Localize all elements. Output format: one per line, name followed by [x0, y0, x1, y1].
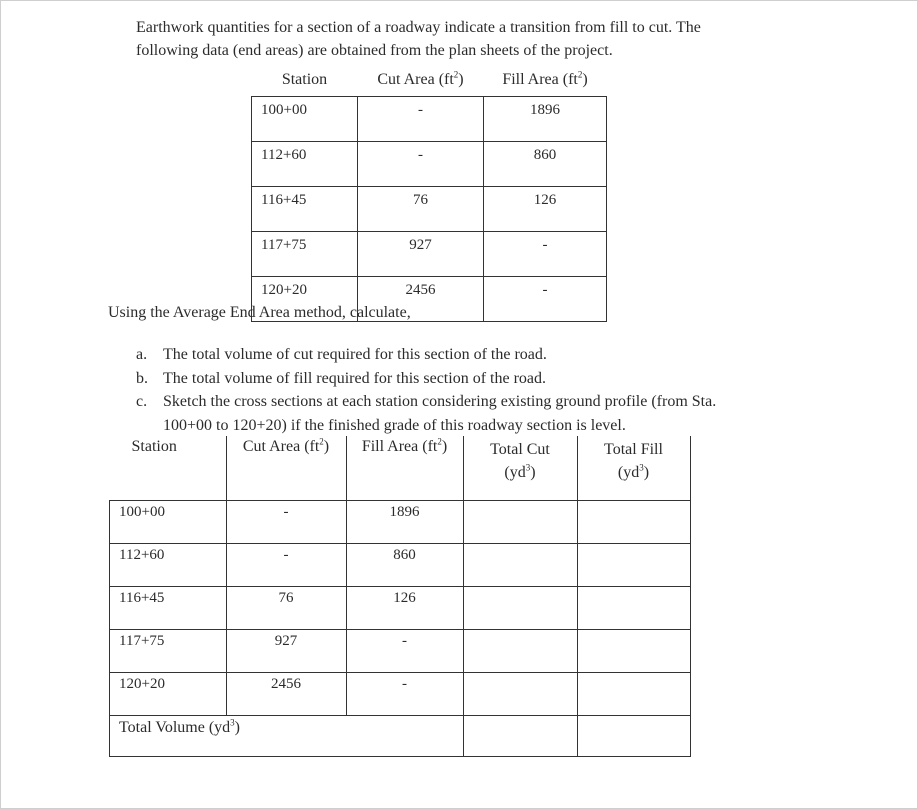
station-cell: 100+00 [110, 501, 227, 544]
unit-close: ) [643, 464, 650, 481]
fill-cell: 860 [346, 544, 463, 587]
cut-cell: - [226, 501, 346, 544]
header-cut-sup: 2 [319, 436, 324, 447]
header-cut-sup: 2 [453, 69, 459, 80]
question-list [136, 343, 716, 437]
table-header-row [252, 64, 607, 97]
cut-cell: - [358, 97, 484, 142]
item-label: c. [136, 393, 148, 410]
cut-cell: - [358, 142, 484, 187]
table-row [110, 501, 691, 544]
station-cell: 116+45 [110, 587, 227, 630]
fill-cell: - [484, 232, 607, 277]
station-cell: 112+60 [110, 544, 227, 587]
unit-sup: 3 [525, 462, 531, 473]
header-fill-area [346, 436, 463, 501]
fill-cell: 860 [484, 142, 607, 187]
total-label-close: ) [234, 719, 240, 736]
header-cut-close: ) [458, 71, 464, 88]
station-cell: 100+00 [252, 97, 358, 142]
total-volume-label [110, 716, 464, 757]
unit-text: (yd [617, 464, 640, 481]
table-row [110, 544, 691, 587]
total-cut-volume-cell[interactable] [463, 716, 577, 757]
total-fill-cell[interactable] [577, 630, 690, 673]
fill-cell: - [346, 630, 463, 673]
table-row [110, 587, 691, 630]
fill-cell: 1896 [346, 501, 463, 544]
header-fill-sup: 2 [437, 436, 442, 447]
total-cut-cell[interactable] [463, 673, 577, 716]
station-cell: 120+20 [252, 277, 358, 322]
total-label-text: Total Volume (yd [119, 719, 231, 736]
header-cut-close: ) [323, 438, 330, 455]
total-label-sup: 3 [230, 717, 235, 728]
total-cut-cell[interactable] [463, 544, 577, 587]
list-item [136, 343, 716, 367]
item-text: Sketch the cross sections at each station considering existing ground profile (from Sta. [163, 393, 717, 410]
item-text: The total volume of cut required for this section of the road. [163, 346, 547, 363]
cut-cell: - [226, 544, 346, 587]
table-row [252, 97, 607, 142]
table-header-row [110, 436, 691, 501]
header-cut-area [226, 436, 346, 501]
end-area-table [251, 64, 607, 322]
fill-cell: - [346, 673, 463, 716]
cut-cell: 927 [358, 232, 484, 277]
list-item [136, 390, 716, 414]
total-fill-cell[interactable] [577, 501, 690, 544]
total-fill-volume-cell[interactable] [577, 716, 690, 757]
station-cell: 117+75 [252, 232, 358, 277]
cut-cell: 2456 [358, 277, 484, 322]
header-total-cut-unit [464, 461, 577, 484]
header-fill-text: Fill Area (ft [361, 438, 438, 455]
cut-cell: 927 [226, 630, 346, 673]
total-cut-cell[interactable] [463, 501, 577, 544]
fill-cell: 126 [346, 587, 463, 630]
total-volume-row [110, 716, 691, 757]
header-cut-area [358, 64, 484, 97]
list-item [136, 367, 716, 391]
cut-cell: 76 [226, 587, 346, 630]
header-fill-close: ) [582, 71, 588, 88]
intro-line-2: following data (end areas) are obtained from the plan sheets of the project. [136, 42, 613, 59]
station-cell: 120+20 [110, 673, 227, 716]
unit-close: ) [530, 464, 536, 481]
fill-cell: 1896 [484, 97, 607, 142]
header-fill-sup: 2 [577, 69, 583, 80]
header-cut-text: Cut Area (ft [377, 71, 454, 88]
header-total-fill-label: Total Fill [604, 441, 663, 458]
header-total-fill [577, 436, 690, 501]
header-station: Station [281, 71, 328, 88]
header-fill-close: ) [441, 438, 448, 455]
station-cell: 112+60 [252, 142, 358, 187]
station-cell: 116+45 [252, 187, 358, 232]
header-total-cut [463, 436, 577, 501]
unit-sup: 3 [639, 462, 644, 473]
volume-worksheet-table [109, 436, 691, 757]
intro-line-1: Earthwork quantities for a section of a roadway indicate a transition from fill to cut. The [136, 19, 701, 36]
fill-cell: 126 [484, 187, 607, 232]
total-cut-cell[interactable] [463, 630, 577, 673]
total-fill-cell[interactable] [577, 673, 690, 716]
table-row [252, 232, 607, 277]
header-fill-area [484, 64, 607, 97]
item-label: a. [136, 346, 148, 363]
total-fill-cell[interactable] [577, 544, 690, 587]
table-row [252, 187, 607, 232]
table-row [110, 630, 691, 673]
header-total-fill-unit [578, 461, 690, 484]
intro-paragraph [136, 16, 701, 62]
table-row [252, 142, 607, 187]
table-row [110, 673, 691, 716]
cut-cell: 76 [358, 187, 484, 232]
method-prompt: Using the Average End Area method, calculate, [108, 304, 411, 321]
item-text-continued: 100+00 to 120+20) if the finished grade of this roadway section is level. [163, 416, 626, 434]
header-station: Station [110, 436, 227, 501]
header-fill-text: Fill Area (ft [502, 71, 578, 88]
fill-cell: - [484, 277, 607, 322]
total-cut-cell[interactable] [463, 587, 577, 630]
item-text: The total volume of fill required for this section of the road. [163, 369, 546, 387]
total-fill-cell[interactable] [577, 587, 690, 630]
cut-cell: 2456 [226, 673, 346, 716]
header-total-cut-label: Total Cut [490, 441, 550, 458]
item-label: b. [136, 369, 148, 387]
station-cell: 117+75 [110, 630, 227, 673]
unit-text: (yd [504, 464, 526, 481]
header-cut-text: Cut Area (ft [242, 438, 320, 455]
